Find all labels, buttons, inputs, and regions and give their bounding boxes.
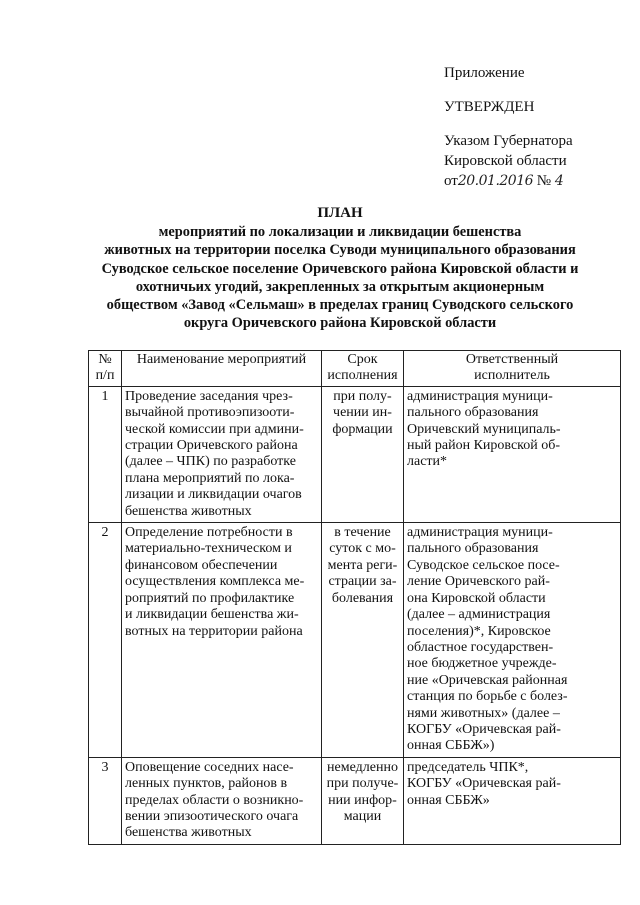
handwritten-date: 20.01.2016	[457, 173, 534, 189]
document-title	[60, 204, 620, 332]
measure-name: Определение потребности в материально-техническом и финансовом обеспечении осуществления комплекса ме- роприятий по профилактике и ликвидации бешенства жи- вотных на территории района	[122, 523, 322, 758]
date-prefix: от	[444, 173, 458, 189]
title-line-3: Суводское сельское поселение Оричевского района Кировской области и	[101, 260, 579, 277]
table-row	[89, 757, 621, 844]
table-row	[89, 386, 621, 522]
row-number: 1	[89, 386, 122, 522]
measure-term: немедленно при получе- нии инфор- мации	[322, 757, 404, 844]
decree-date-line	[444, 171, 573, 191]
number-prefix: №	[536, 173, 552, 189]
table-row	[89, 523, 621, 758]
title-line-6: округа Оричевского района Кировской области	[183, 315, 497, 332]
title-line-5: обществом «Завод «Сельмаш» в пределах границ Суводского сельского	[106, 297, 574, 314]
measure-responsible: председатель ЧПК*, КОГБУ «Оричевская рай- онная СББЖ»	[404, 757, 621, 844]
approved-label: УТВЕРЖДЕН	[444, 99, 535, 115]
measure-term: в течение суток с мо- мента реги- страции за- болевания	[322, 523, 404, 758]
row-number: 3	[89, 757, 122, 844]
measure-name: Оповещение соседних насе- ленных пунктов, районов в пределах области о возникно- вении эпизоотического очага бешенства животных	[122, 757, 322, 844]
title-line-2: животных на территории поселка Суводи муниципального образования	[104, 242, 576, 259]
appendix-label: Приложение	[444, 65, 525, 81]
table-header-row	[89, 351, 621, 387]
decree-line-1: Указом Губернатора	[444, 133, 573, 149]
measure-term: при полу- чении ин- формации	[322, 386, 404, 522]
title-line-4: охотничьих угодий, закрепленных за открытым акционерным	[135, 278, 545, 295]
plan-heading: ПЛАН	[317, 205, 363, 221]
approval-stamp	[444, 63, 573, 191]
header-num: № п/п	[89, 351, 122, 387]
row-number: 2	[89, 523, 122, 758]
header-term: Срок исполнения	[322, 351, 404, 387]
measure-name: Проведение заседания чрез- вычайной противоэпизооти- ческой комиссии при админи- страции Оричевского района (далее – ЧПК) по разработке плана мероприятий по лока- лизации и ликвидации очагов бешенства животных	[122, 386, 322, 522]
handwritten-number: 4	[554, 173, 564, 189]
measures-table	[88, 350, 621, 845]
title-line-1: мероприятий по локализации и ликвидации бешенства	[158, 224, 522, 241]
measure-responsible: администрация муници- пального образования Оричевский муниципаль- ный район Кировской об- ласти*	[404, 386, 621, 522]
header-responsible: Ответственный исполнитель	[404, 351, 621, 387]
decree-line-2: Кировской области	[444, 153, 567, 169]
measure-responsible: администрация муници- пального образования Суводское сельское посе- ление Оричевского рай- она Кировской области (далее – администрация поселения)*, Кировское областное государствен- ное бюджетное учрежде- ние «Оричевская районная станция по борьбе с болез- нями животных» (далее – КОГБУ «Оричевская рай- онная СББЖ»)	[404, 523, 621, 758]
header-name: Наименование мероприятий	[122, 351, 322, 387]
